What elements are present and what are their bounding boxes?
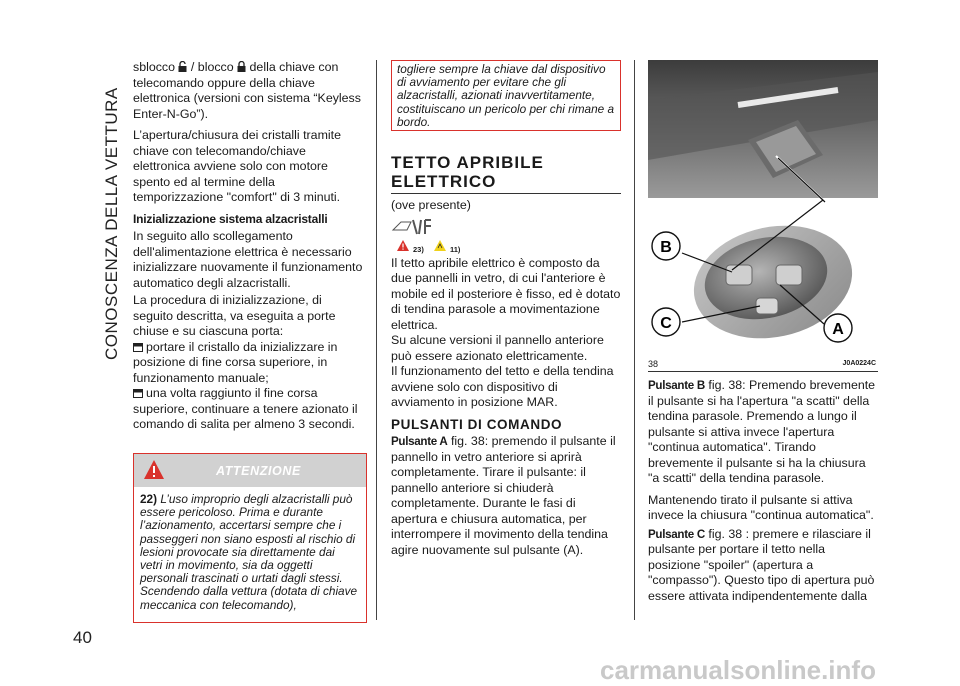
optional-note: (ove presente): [391, 198, 471, 212]
label-b: B: [660, 239, 672, 256]
paragraph-button-b: Pulsante B fig. 38: Premendo brevemente il pulsante si ha l'apertura "a scatti" della tendina parasole. Premendo a lungo il pulsante si attiva invece l'apertura "continua automatica". Tirando brevemente il pulsante si ha la chiusura "a scatti" della tendina parasole.: [648, 378, 876, 485]
column-divider: [376, 60, 377, 620]
column-divider: [634, 60, 635, 620]
bullet-icon: [133, 389, 143, 398]
paragraph-versions: Su alcune versioni il pannello anteriore può essere azionato elettricamente.: [391, 333, 604, 363]
warning-text: 22) L’uso improprio degli alzacristalli può essere pericoloso. Prima e durante l’azionamento, accertarsi sempre che i passeggeri non siano esposti al rischio di lesioni provocate sia direttamente dai vetri in movimento, sia da oggetti personali trascinati o urtati dagli stessi. Scendendo dalla vettura (dotata di chiave meccanica con telecomando),: [140, 492, 358, 612]
lock-icon: [237, 61, 246, 72]
paragraph-sunroof: Il tetto apribile elettrico è composto da due pannelli in vetro, di cui l'anteriore è mobile ed il posteriore è fisso, ed è dotato di tendina parasole a movimentazione elettrica.: [391, 255, 621, 332]
warning-box: [133, 453, 367, 623]
bullet-item: portare il cristallo da inizializzare in posizione di fine corsa superiore, in funzionamento manuale;: [133, 339, 338, 385]
figure-38-image: [648, 60, 878, 356]
section-tab: CONOSCENZA DELLA VETTURA: [102, 87, 121, 360]
paragraph-button-c: Pulsante C fig. 38 : premere e rilasciare il pulsante per portare il tetto nella posizione "spoiler" (apertura a "compasso"). Questo tipo di apertura può essere attivata indipendentemente dalla: [648, 526, 875, 603]
paragraph-procedure: La procedura di inizializzazione, di seguito descritta, va eseguita a porte chiuse e su ciascuna porta:: [133, 293, 336, 338]
paragraph-button-b-hold: Mantenendo tirato il pulsante si attiva invece la chiusura "continua automatica".: [648, 492, 874, 522]
unlock-icon: [178, 61, 187, 72]
figure-code: J0A0224C: [842, 360, 876, 367]
paragraph-init: In seguito allo scollegamento dell'alimentazione elettrica è necessario inizializzare nuovamente il funzionamento automatico degli alzacristalli.: [133, 229, 363, 290]
warning-header: [134, 454, 366, 487]
paragraph-unlock: sblocco / blocco della chiave con telecomando oppure della chiave elettronica (versioni con sistema “Keyless Enter-N-Go”).: [133, 60, 361, 121]
column-1: [133, 60, 363, 433]
page-number: 40: [73, 628, 92, 647]
heading-sunroof: TETTO APRIBILE ELETTRICO: [391, 153, 621, 194]
label-a: A: [832, 321, 844, 338]
warning-continued-box: togliere sempre la chiave dal dispositivo di avviamento per evitare che gli alzacristalli, azionati inavvertitamente, costituiscano un pericolo per chi rimane a bordo.: [391, 60, 621, 131]
column-2: [391, 198, 623, 564]
label-c: C: [660, 315, 672, 332]
feature-icon-row: [391, 216, 623, 238]
warning-triangle-icon: [143, 459, 165, 481]
bullet-icon: [133, 343, 143, 352]
bullet-item: una volta raggiunto il fine corsa superiore, continuare a tenere azionato il comando di salita per almeno 3 secondi.: [133, 386, 358, 431]
warning-ref-icon: [397, 240, 409, 251]
sunroof-icon: [391, 216, 433, 236]
figure-number: 38: [648, 359, 659, 369]
heading-buttons: PULSANTI DI COMANDO: [391, 416, 563, 432]
paragraph-operation: Il funzionamento del tetto e della tendina avviene solo con dispositivo di avviamento in posizione MAR.: [391, 364, 614, 409]
paragraph-button-a: Pulsante A fig. 38: premendo il pulsante il pannello in vetro anteriore si aprirà completamente. Tirare il pulsante: il pannello anteriore si chiuderà completamente. Durante le fasi di apertura e chiusura automatica, per interrompere il movimento della tendina agire nuovamente sul pulsante (A).: [391, 434, 616, 557]
note-ref-icon: [434, 240, 446, 251]
watermark: carmanualsonline.info: [600, 655, 876, 685]
reference-row: 23) 11): [391, 238, 623, 256]
warning-title: ATTENZIONE: [216, 464, 301, 478]
paragraph-comfort: L’apertura/chiusura dei cristalli tramite chiave con telecomando/chiave elettronica avviene solo con motore spento ed al termine della temporizzazione "comfort" di 3 minuti.: [133, 128, 341, 204]
heading-init: Inizializzazione sistema alzacristalli: [133, 211, 328, 226]
column-3: [648, 378, 880, 610]
figure-caption: [648, 356, 878, 372]
